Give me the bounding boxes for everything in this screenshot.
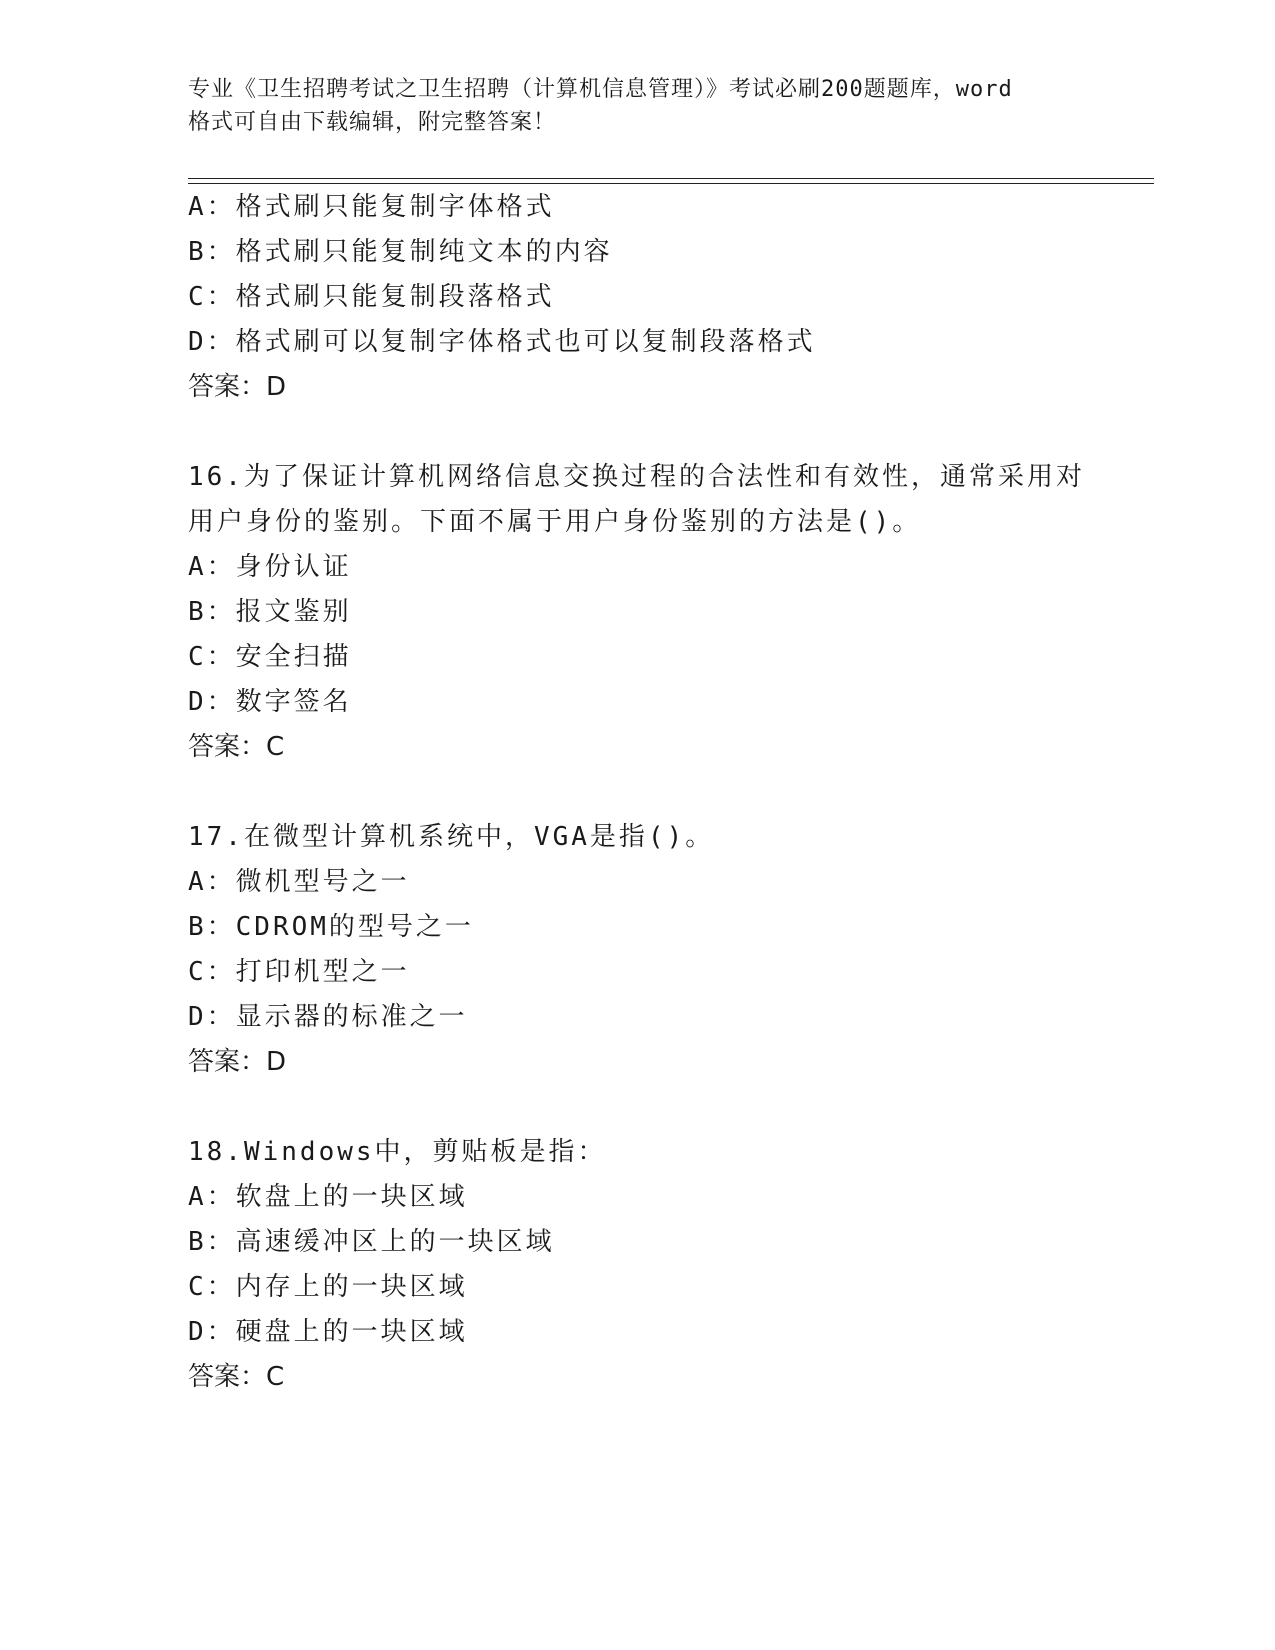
answer-line: 答案：C — [188, 732, 285, 762]
question-stem-line-1: 17.在微型计算机系统中，VGA是指()。 — [188, 822, 715, 852]
option-d: D：硬盘上的一块区域 — [188, 1317, 468, 1347]
header-divider-bottom — [188, 183, 1154, 184]
question-stem-line-2: 用户身份的鉴别。下面不属于用户身份鉴别的方法是()。 — [188, 507, 922, 537]
option-c: C：打印机型之一 — [188, 957, 410, 987]
option-b: B：高速缓冲区上的一块区域 — [188, 1227, 555, 1257]
option-d: D：格式刷可以复制字体格式也可以复制段落格式 — [188, 327, 816, 357]
option-b: B：格式刷只能复制纯文本的内容 — [188, 237, 613, 267]
header-line-1: 专业《卫生招聘考试之卫生招聘（计算机信息管理）》考试必刷200题题库，word — [188, 77, 1013, 102]
option-a: A：格式刷只能复制字体格式 — [188, 192, 555, 222]
option-b: B：CDROM的型号之一 — [188, 912, 474, 942]
option-d: D：显示器的标准之一 — [188, 1002, 468, 1032]
option-a: A：微机型号之一 — [188, 867, 410, 897]
answer-line: 答案：C — [188, 1362, 285, 1392]
option-c: C：格式刷只能复制段落格式 — [188, 282, 555, 312]
header-line-2: 格式可自由下载编辑，附完整答案！ — [188, 110, 557, 135]
option-c: C：内存上的一块区域 — [188, 1272, 468, 1302]
header-divider-top — [188, 178, 1154, 179]
question-stem-line-1: 16.为了保证计算机网络信息交换过程的合法性和有效性，通常采用对 — [188, 462, 1085, 492]
answer-line: 答案：D — [188, 372, 287, 402]
option-c: C：安全扫描 — [188, 642, 352, 672]
option-d: D：数字签名 — [188, 687, 352, 717]
question-stem-line-1: 18.Windows中，剪贴板是指： — [188, 1137, 607, 1167]
answer-line: 答案：D — [188, 1047, 287, 1077]
document-header — [188, 73, 1088, 139]
option-a: A：身份认证 — [188, 552, 352, 582]
option-a: A：软盘上的一块区域 — [188, 1182, 468, 1212]
option-b: B：报文鉴别 — [188, 597, 352, 627]
